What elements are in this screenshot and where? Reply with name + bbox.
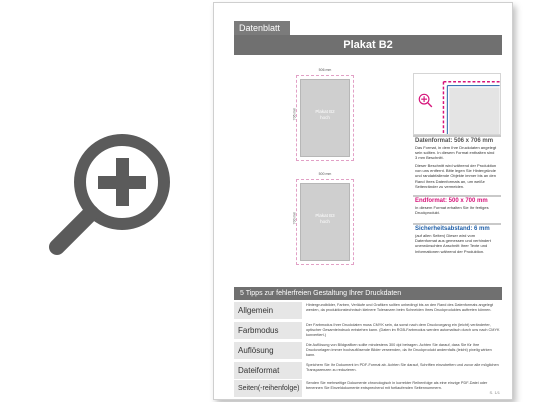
tip-row bbox=[234, 380, 502, 397]
zoom-in-icon[interactable] bbox=[45, 127, 177, 259]
spec-data-format-heading: Datenformat: 506 x 706 mm bbox=[415, 138, 494, 144]
datasheet-page[interactable] bbox=[213, 2, 513, 400]
tip-text: Senden Sie mehrseitige Dokumente chronologisch in korrekter Reihenfolge als eine einzige PDF-Datei oder benennen Sie Einzeldokumente entsprechend mit fortlaufenden Seitennummern. bbox=[306, 381, 488, 390]
page-title: Plakat B2 bbox=[234, 35, 502, 55]
spec-end-format-heading: Endformat: 500 x 700 mm bbox=[415, 198, 488, 204]
spec-safety-margin bbox=[415, 225, 497, 254]
tip-row bbox=[234, 302, 502, 319]
poster-b3-label: Plakat B3 hoch bbox=[315, 213, 335, 224]
tip-row bbox=[234, 322, 502, 339]
tip-label: Auflösung bbox=[234, 342, 302, 359]
tip-row bbox=[234, 342, 502, 359]
tip-label: Farbmodus bbox=[234, 322, 302, 339]
tip-text: Der Farbmodus Ihrer Druckdaten muss CMYK sein, da sonst nach dem Druckvorgang ein (leicht) veränderter, optischer Gesamteindruck entstehen kann. (Daten im RGB-Farbmodus werden automatisch durch uns nach CMYK konvertiert.) bbox=[306, 323, 500, 337]
spec-bleed-text: Dieser Beschnitt wird während der Produktion von uns entfernt. Bitte legen Sie Hintergründe und randabfallende Objekte immer bis an den Rand Ihres Datenformats an, um weiße Seitenränder zu vermeiden. bbox=[415, 163, 497, 189]
tip-row bbox=[234, 362, 502, 379]
poster-b3-thumbnail bbox=[292, 172, 354, 265]
datasheet-tab: Datenblatt bbox=[234, 21, 290, 35]
poster-b2-width: 506 mm bbox=[318, 68, 332, 72]
tip-label: Dateiformat bbox=[234, 362, 302, 379]
tip-text: Speichern Sie Ihr Dokument im PDF-Format ab. Achten Sie darauf, Schriften einzubetten und zuvor alle möglichen Transparenzen zu reduzieren. bbox=[306, 363, 499, 372]
spec-end-format-text: In diesem Format erhalten Sie Ihr fertiges Druckprodukt. bbox=[415, 205, 489, 216]
spec-safety-heading: Sicherheitsabstand: 6 mm bbox=[415, 226, 490, 232]
tip-text: Die Auflösung von Bildgrafiken sollte mindestens 300 dpi betragen. Achten Sie darauf, dass Sie für Ihre Druckvorlagen immer hochauflösende Bilder verwenden, da Ihr Druckprodukt andernfalls (leicht) pixelig wirken kann. bbox=[306, 343, 492, 357]
poster-b3-width: 500 mm bbox=[318, 172, 332, 176]
poster-b2-thumbnail bbox=[292, 68, 354, 161]
bleed-corner-detail bbox=[413, 73, 501, 135]
poster-b3-height: 700 mm bbox=[292, 211, 297, 225]
tip-text: Hintergrundbilder, Farben, Verläufe und Grafiken sollten unbedingt bis an den Rand des Datenformats angelegt werden, da produktionstechnisch kleinere Toleranzen beim Schneiden Ihres Druckproduktes auftreten können. bbox=[306, 303, 494, 312]
poster-b2-height: 706 mm bbox=[292, 107, 297, 121]
spec-data-format-text: Das Format, in dem Ihre Druckdaten angelegt sein sollten. In diesem Format enthalten sind 3 mm Beschnitt. bbox=[415, 145, 497, 161]
spec-safety-text: (auf allen Seiten) Dieser wird vom Datenformat aus gemessen und verhindert unerwünschten Anschnitt Ihrer Texte und Informationen während der Produktion. bbox=[415, 233, 491, 254]
spec-data-format bbox=[415, 137, 497, 161]
spec-end-format bbox=[415, 197, 497, 215]
tips-heading: 5 Tipps zur fehlerfreien Gestaltung Ihrer Druckdaten bbox=[234, 287, 502, 300]
page-number: S. 1/1 bbox=[489, 390, 500, 395]
tip-label: Allgemein bbox=[234, 302, 302, 319]
tip-label: Seiten(-reihenfolge) bbox=[234, 380, 302, 397]
poster-b2-label: Plakat B2 hoch bbox=[315, 109, 335, 120]
spec-bleed-note bbox=[415, 163, 497, 189]
